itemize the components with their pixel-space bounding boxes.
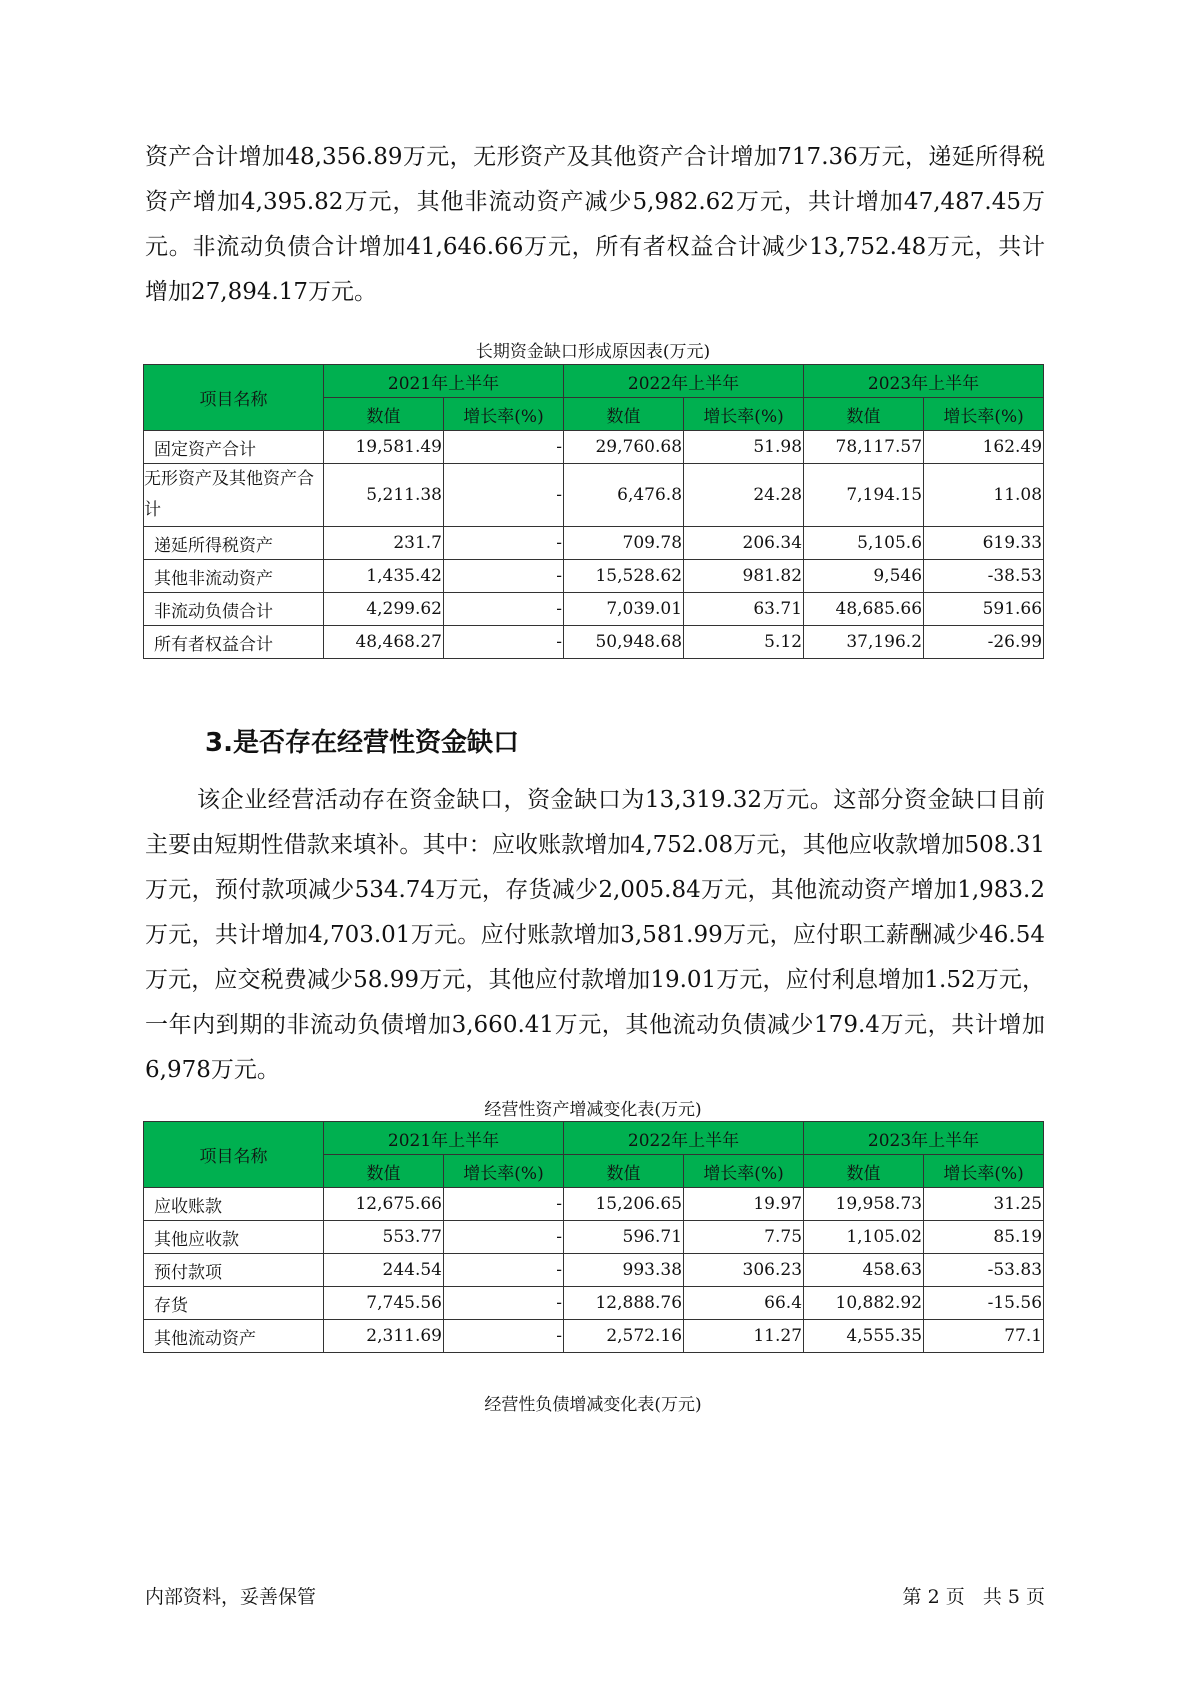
table-row bbox=[144, 1287, 1044, 1320]
cell-value: - bbox=[444, 593, 564, 626]
cell-value: 2,311.69 bbox=[324, 1320, 444, 1353]
col-header-growth: 增长率(%) bbox=[444, 1155, 564, 1188]
cell-value: 31.25 bbox=[924, 1188, 1044, 1221]
cell-value: -26.99 bbox=[924, 626, 1044, 659]
col-header-value: 数值 bbox=[564, 398, 684, 431]
cell-value: 5,211.38 bbox=[324, 464, 444, 527]
table-row bbox=[144, 593, 1044, 626]
cell-value: 78,117.57 bbox=[804, 431, 924, 464]
cell-value: 19.97 bbox=[684, 1188, 804, 1221]
table-row bbox=[144, 1254, 1044, 1287]
table-row bbox=[144, 626, 1044, 659]
cell-value: -38.53 bbox=[924, 560, 1044, 593]
cell-value: 77.1 bbox=[924, 1320, 1044, 1353]
cell-value: - bbox=[444, 1320, 564, 1353]
cell-value: 458.63 bbox=[804, 1254, 924, 1287]
row-label: 递延所得税资产 bbox=[144, 527, 324, 560]
footer-page-number: 第 2 页 共 5 页 bbox=[902, 1586, 1045, 1608]
table-row bbox=[144, 431, 1044, 464]
table-row bbox=[144, 560, 1044, 593]
col-header-year: 2021年上半年 bbox=[324, 1122, 564, 1155]
cell-value: 19,958.73 bbox=[804, 1188, 924, 1221]
long-term-funding-gap-table bbox=[143, 364, 1044, 659]
cell-value: 5.12 bbox=[684, 626, 804, 659]
cell-value: 4,555.35 bbox=[804, 1320, 924, 1353]
cell-value: 993.38 bbox=[564, 1254, 684, 1287]
cell-value: 85.19 bbox=[924, 1221, 1044, 1254]
cell-value: 37,196.2 bbox=[804, 626, 924, 659]
cell-value: 15,528.62 bbox=[564, 560, 684, 593]
cell-value: - bbox=[444, 431, 564, 464]
row-label: 固定资产合计 bbox=[144, 431, 324, 464]
section-paragraph: 该企业经营活动存在资金缺口，资金缺口为13,319.32万元。这部分资金缺口目前主要由短期性借款来填补。其中：应收账款增加4,752.08万元，其他应收款增加508.31万元，预付款项减少534.74万元，存货减少2,005.84万元，其他流动资产增加1,983.2万元，共计增加4,703.01万元。应付账款增加3,581.99万元，应付职工薪酬减少46.54万元，应交税费减少58.99万元，其他应付款增加19.01万元，应付利息增加1.52万元，一年内到期的非流动负债增加3,660.41万元，其他流动负债减少179.4万元，共计增加6,978万元。 bbox=[145, 787, 1045, 1083]
col-header-value: 数值 bbox=[804, 1155, 924, 1188]
row-label: 无形资产及其他资产合计 bbox=[144, 464, 324, 527]
cell-value: 206.34 bbox=[684, 527, 804, 560]
col-header-year: 2023年上半年 bbox=[804, 365, 1044, 398]
row-label: 预付款项 bbox=[144, 1254, 324, 1287]
cell-value: - bbox=[444, 560, 564, 593]
col-header-year: 2023年上半年 bbox=[804, 1122, 1044, 1155]
cell-value: - bbox=[444, 1221, 564, 1254]
cell-value: 7.75 bbox=[684, 1221, 804, 1254]
col-header-name: 项目名称 bbox=[144, 365, 324, 431]
cell-value: 981.82 bbox=[684, 560, 804, 593]
cell-value: 4,299.62 bbox=[324, 593, 444, 626]
col-header-growth: 增长率(%) bbox=[684, 1155, 804, 1188]
cell-value: 619.33 bbox=[924, 527, 1044, 560]
cell-value: 231.7 bbox=[324, 527, 444, 560]
table-row bbox=[144, 1221, 1044, 1254]
table1-caption: 长期资金缺口形成原因表(万元) bbox=[475, 342, 711, 362]
row-label: 所有者权益合计 bbox=[144, 626, 324, 659]
cell-value: 48,468.27 bbox=[324, 626, 444, 659]
col-header-growth: 增长率(%) bbox=[924, 1155, 1044, 1188]
col-header-year: 2022年上半年 bbox=[564, 1122, 804, 1155]
cell-value: 50,948.68 bbox=[564, 626, 684, 659]
cell-value: 15,206.65 bbox=[564, 1188, 684, 1221]
table-row bbox=[144, 464, 1044, 527]
cell-value: - bbox=[444, 1254, 564, 1287]
cell-value: 1,105.02 bbox=[804, 1221, 924, 1254]
cell-value: 24.28 bbox=[684, 464, 804, 527]
table-row bbox=[144, 1188, 1044, 1221]
cell-value: 11.27 bbox=[684, 1320, 804, 1353]
row-label: 其他流动资产 bbox=[144, 1320, 324, 1353]
cell-value: 1,435.42 bbox=[324, 560, 444, 593]
cell-value: 51.98 bbox=[684, 431, 804, 464]
cell-value: - bbox=[444, 527, 564, 560]
cell-value: 63.71 bbox=[684, 593, 804, 626]
col-header-value: 数值 bbox=[564, 1155, 684, 1188]
cell-value: 9,546 bbox=[804, 560, 924, 593]
cell-value: - bbox=[444, 626, 564, 659]
table3-caption: 经营性负债增减变化表(万元) bbox=[484, 1395, 702, 1415]
section-heading: 3.是否存在经营性资金缺口 bbox=[205, 728, 519, 758]
col-header-value: 数值 bbox=[324, 398, 444, 431]
col-header-name: 项目名称 bbox=[144, 1122, 324, 1188]
cell-value: 48,685.66 bbox=[804, 593, 924, 626]
cell-value: 19,581.49 bbox=[324, 431, 444, 464]
col-header-growth: 增长率(%) bbox=[444, 398, 564, 431]
table-row bbox=[144, 1320, 1044, 1353]
cell-value: 7,745.56 bbox=[324, 1287, 444, 1320]
cell-value: 2,572.16 bbox=[564, 1320, 684, 1353]
cell-value: 591.66 bbox=[924, 593, 1044, 626]
cell-value: 553.77 bbox=[324, 1221, 444, 1254]
cell-value: -15.56 bbox=[924, 1287, 1044, 1320]
cell-value: -53.83 bbox=[924, 1254, 1044, 1287]
cell-value: 29,760.68 bbox=[564, 431, 684, 464]
footer-confidential: 内部资料，妥善保管 bbox=[145, 1586, 317, 1608]
cell-value: 12,888.76 bbox=[564, 1287, 684, 1320]
header-row bbox=[144, 1122, 1044, 1155]
cell-value: 7,039.01 bbox=[564, 593, 684, 626]
cell-value: 596.71 bbox=[564, 1221, 684, 1254]
col-header-year: 2021年上半年 bbox=[324, 365, 564, 398]
cell-value: 10,882.92 bbox=[804, 1287, 924, 1320]
cell-value: 12,675.66 bbox=[324, 1188, 444, 1221]
col-header-value: 数值 bbox=[324, 1155, 444, 1188]
col-header-growth: 增长率(%) bbox=[924, 398, 1044, 431]
col-header-growth: 增长率(%) bbox=[684, 398, 804, 431]
cell-value: - bbox=[444, 1287, 564, 1320]
intro-paragraph: 资产合计增加48,356.89万元，无形资产及其他资产合计增加717.36万元，递延所得税资产增加4,395.82万元，其他非流动资产减少5,982.62万元，共计增加47,487.45万元。非流动负债合计增加41,646.66万元，所有者权益合计减少13,752.48万元，共计增加27,894.17万元。 bbox=[145, 144, 1045, 305]
cell-value: 162.49 bbox=[924, 431, 1044, 464]
cell-value: 66.4 bbox=[684, 1287, 804, 1320]
table2-caption: 经营性资产增减变化表(万元) bbox=[484, 1100, 702, 1120]
row-label: 其他非流动资产 bbox=[144, 560, 324, 593]
cell-value: - bbox=[444, 464, 564, 527]
row-label: 非流动负债合计 bbox=[144, 593, 324, 626]
cell-value: 709.78 bbox=[564, 527, 684, 560]
cell-value: 6,476.8 bbox=[564, 464, 684, 527]
operating-assets-table bbox=[143, 1121, 1044, 1353]
cell-value: 5,105.6 bbox=[804, 527, 924, 560]
col-header-year: 2022年上半年 bbox=[564, 365, 804, 398]
cell-value: 244.54 bbox=[324, 1254, 444, 1287]
row-label: 其他应收款 bbox=[144, 1221, 324, 1254]
row-label: 存货 bbox=[144, 1287, 324, 1320]
cell-value: 306.23 bbox=[684, 1254, 804, 1287]
cell-value: - bbox=[444, 1188, 564, 1221]
cell-value: 7,194.15 bbox=[804, 464, 924, 527]
table-row bbox=[144, 527, 1044, 560]
col-header-value: 数值 bbox=[804, 398, 924, 431]
header-row bbox=[144, 365, 1044, 398]
cell-value: 11.08 bbox=[924, 464, 1044, 527]
row-label: 应收账款 bbox=[144, 1188, 324, 1221]
